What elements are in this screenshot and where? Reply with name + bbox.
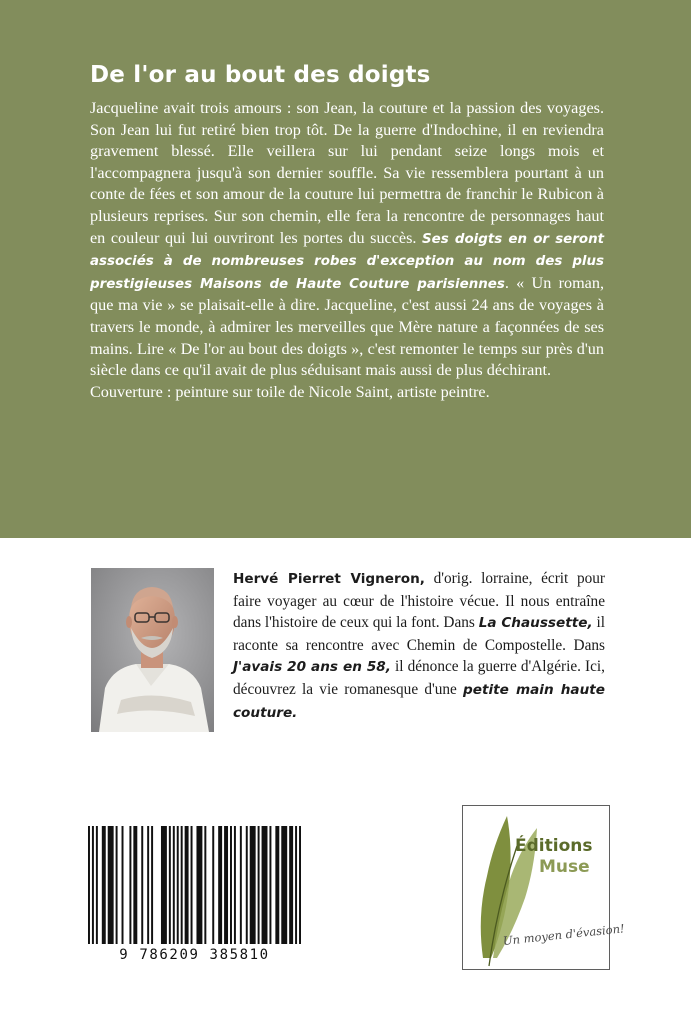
blurb-intro: Jacqueline avait trois amours : son Jean, la couture et la passion des voyages. Son Jean lui fut retiré bien trop tôt. De la guerre d'Indochine, il en reviendra gravement blessé. Elle veillera sur lui pendant seize longs mois et l'accompagnera jusqu'à son dernier souffle. Sa vie ressemblera pourtant à un conte de fées et son amour de la couture lui permettra de franchir le Rubicon à plusieurs reprises. Sur son chemin, elle fera la rencontre de personnages haut en couleur qui lui ouvriront les portes du succès. xyxy=(90,99,604,247)
publisher-name-editions: Éditions xyxy=(515,836,593,856)
blurb-highlight: Ses doigts en or seront associés à de nombreuses robes d'exception au nom des plus prestigieuses Maisons de Haute Couture parisiennes xyxy=(90,231,604,292)
barcode-bar xyxy=(234,826,236,944)
barcode-bar xyxy=(102,826,106,944)
barcode-bar xyxy=(289,826,293,944)
barcode-bar xyxy=(275,826,279,944)
barcode-bar xyxy=(258,826,260,944)
barcode-bar xyxy=(169,826,171,944)
barcode-bar xyxy=(151,826,153,944)
author-bio-text: il raconte sa rencontre avec Chemin de Compostelle. Dans xyxy=(233,614,605,654)
barcode-bar xyxy=(181,826,183,944)
isbn-number: 9 786209 385810 xyxy=(119,947,270,963)
barcode-bar xyxy=(173,826,175,944)
barcode-bar xyxy=(191,826,193,944)
barcode-bar xyxy=(133,826,137,944)
barcode-bar xyxy=(108,826,114,944)
blurb-rest: . « Un roman, que ma vie » se plaisait-elle à dire. Jacqueline, c'est aussi 24 ans de voyages à travers le monde, à admirer les merveilles que Mère nature a façonnées de ses mains. Lire « De l'or au bout des doigts », c'est remonter le temps sur près d'un siècle dans ce qu'il avait de plus séduisant mais aussi de plus déchirant. xyxy=(90,273,604,380)
author-photo xyxy=(91,568,214,732)
barcode-bar xyxy=(246,826,248,944)
barcode-bar xyxy=(218,826,222,944)
barcode-bar xyxy=(269,826,271,944)
barcode-bar xyxy=(224,826,228,944)
barcode-bar xyxy=(240,826,242,944)
book-blurb xyxy=(90,98,604,403)
publisher-tagline: Un moyen d'évasion! xyxy=(502,921,626,948)
barcode-bar xyxy=(96,826,98,944)
barcode-bar xyxy=(299,826,301,944)
quill-icon xyxy=(463,806,611,971)
barcode-bar xyxy=(185,826,189,944)
barcode-bar xyxy=(147,826,149,944)
barcode-bar xyxy=(196,826,202,944)
author-bio xyxy=(233,568,605,724)
barcode-bar xyxy=(116,826,118,944)
book-reference-1: La Chaussette, xyxy=(478,615,593,632)
barcode-bar xyxy=(141,826,143,944)
barcode-bar xyxy=(212,826,214,944)
author-bio-text: il dénonce la guerre d'Algérie. Ici, découvrez la vie romanesque d'une xyxy=(233,658,605,698)
book-reference-2: J'avais 20 ans en 58, xyxy=(233,659,391,676)
barcode-bar xyxy=(177,826,179,944)
cover-credit: Couverture : peinture sur toile de Nicole Saint, artiste peintre. xyxy=(90,382,490,401)
barcode-bar xyxy=(230,826,232,944)
author-portrait-image xyxy=(91,568,214,732)
barcode-bar xyxy=(161,826,167,944)
barcode-bar xyxy=(250,826,256,944)
barcode-bar xyxy=(88,826,90,944)
author-bio-text: d'orig. lorraine, écrit pour faire voyager au cœur de l'histoire vécue. Il nous entraîne dans l'histoire de ceux qui la font. Dans xyxy=(233,570,605,632)
publisher-name-muse: Muse xyxy=(539,857,590,877)
barcode-bar xyxy=(204,826,206,944)
barcode-bar xyxy=(262,826,268,944)
barcode-bar xyxy=(281,826,287,944)
author-name: Hervé Pierret Vigneron, xyxy=(233,571,425,587)
barcode-bar xyxy=(122,826,124,944)
bio-closing: petite main haute couture. xyxy=(233,681,605,721)
barcode-bar xyxy=(295,826,297,944)
barcode-bar xyxy=(129,826,131,944)
barcode-bar xyxy=(92,826,94,944)
publisher-logo xyxy=(462,805,626,970)
book-title: De l'or au bout des doigts xyxy=(90,62,431,88)
